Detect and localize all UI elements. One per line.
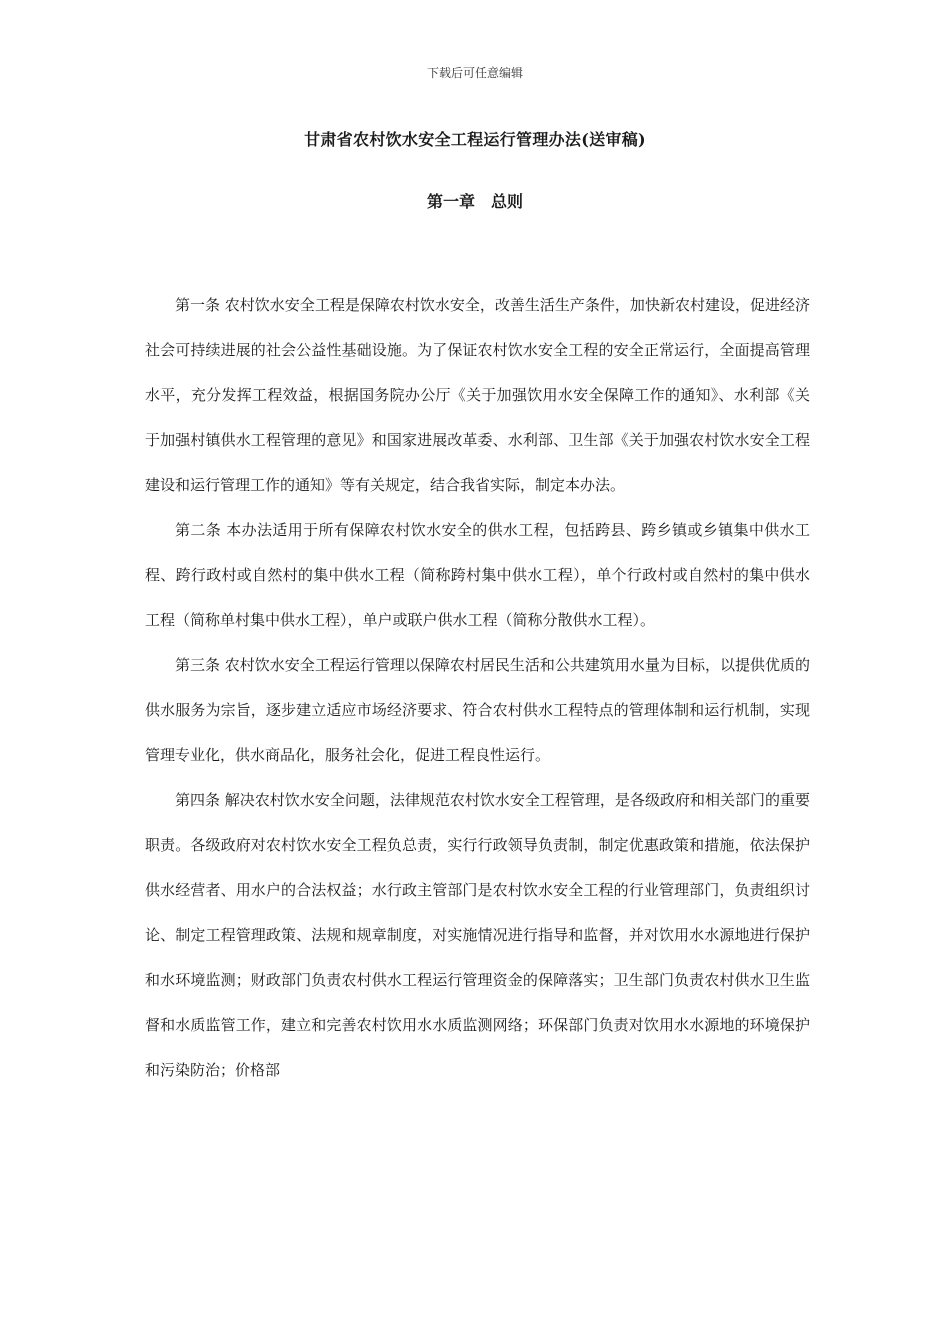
article-1: 第一条 农村饮水安全工程是保障农村饮水安全，改善生活生产条件，加快新农村建设，促进经济社会可持续进展的社会公益性基础设施。为了保证农村饮水安全工程的安全正常运行，全面提高管理水平，充分发挥工程效益，根据国务院办公厅《关于加强饮用水安全保障工作的通知》、水利部《关于加强村镇供水工程管理的意见》和国家进展改革委、水利部、卫生部《关于加强农村饮水安全工程建设和运行管理工作的通知》等有关规定，结合我省实际，制定本办法。	[145, 296, 810, 494]
chapter-title: 第一章 总则	[426, 192, 523, 211]
article-4: 第四条 解决农村饮水安全问题，法律规范农村饮水安全工程管理，是各级政府和相关部门的重要职责。各级政府对农村饮水安全工程负总责，实行行政领导负责制，制定优惠政策和措施，依法保护供水经营者、用水户的合法权益；水行政主管部门是农村饮水安全工程的行业管理部门，负责组织讨论、制定工程管理政策、法规和规章制度，对实施情况进行指导和监督，并对饮用水水源地进行保护和水环境监测；财政部门负责农村供水工程运行管理资金的保障落实；卫生部门负责农村供水卫生监督和水质监管工作，建立和完善农村饮用水水质监测网络；环保部门负责对饮用水水源地的环境保护和污染防治；价格部	[145, 791, 810, 1079]
document-body	[145, 283, 810, 1093]
article-2: 第二条 本办法适用于所有保障农村饮水安全的供水工程，包括跨县、跨乡镇或乡镇集中供水工程、跨行政村或自然村的集中供水工程（简称跨村集中供水工程），单个行政村或自然村的集中供水工程（简称单村集中供水工程），单户或联户供水工程（简称分散供水工程）。	[145, 521, 810, 629]
header-note: 下载后可任意编辑	[426, 66, 523, 80]
article-3: 第三条 农村饮水安全工程运行管理以保障农村居民生活和公共建筑用水量为目标，以提供优质的供水服务为宗旨，逐步建立适应市场经济要求、符合农村供水工程特点的管理体制和运行机制，实现管理专业化，供水商品化，服务社会化，促进工程良性运行。	[145, 656, 810, 764]
document-title: 甘肃省农村饮水安全工程运行管理办法(送审稿)	[304, 130, 646, 149]
